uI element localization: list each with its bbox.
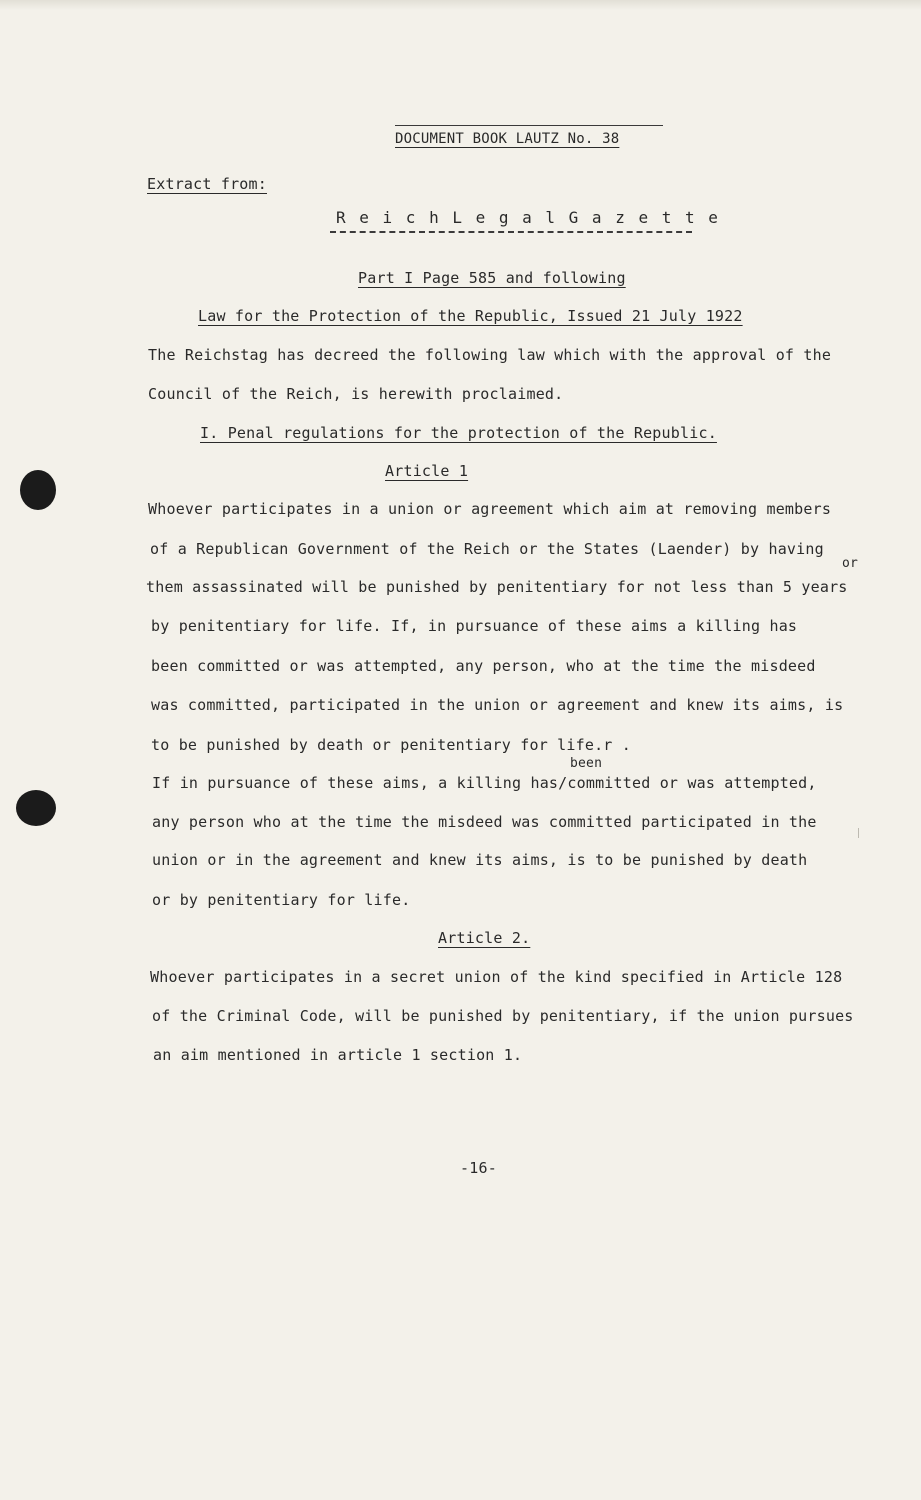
- article-1-line: been committed or was attempted, any person, who at the time the misdeed: [151, 657, 816, 675]
- gazette-title-underline: [330, 231, 692, 233]
- article-2-heading: Article 2.: [438, 929, 531, 947]
- doc-ref-overline: [395, 125, 663, 126]
- article-2-line: Whoever participates in a secret union of the kind specified in Article 128: [150, 968, 843, 986]
- section-heading: I. Penal regulations for the protection of the Republic.: [200, 424, 717, 442]
- article-1-line: by penitentiary for life. If, in pursuance of these aims a killing has: [151, 617, 798, 635]
- article-1-line: was committed, participated in the union or agreement and knew its aims, is: [151, 696, 844, 714]
- extract-label: Extract from:: [147, 175, 267, 193]
- margin-mark: [858, 828, 859, 838]
- gazette-title: R e i c h L e g a l G a z e t t e: [336, 208, 720, 227]
- law-title: Law for the Protection of the Republic, Issued 21 July 1922: [198, 307, 743, 325]
- article-1-line: of a Republican Government of the Reich or the States (Laender) by having: [150, 540, 824, 558]
- preamble-line-1: The Reichstag has decreed the following law which with the approval of the: [148, 346, 832, 364]
- article-1-heading: Article 1: [385, 462, 469, 480]
- punch-hole-bottom: [16, 790, 56, 826]
- handwritten-insert-or: or: [842, 556, 859, 571]
- article-1-line: to be punished by death or penitentiary for life.r .: [151, 736, 631, 754]
- article-1-line: or by penitentiary for life.: [152, 891, 411, 909]
- article-1-line: union or in the agreement and knew its aims, is to be punished by death: [152, 851, 808, 869]
- punch-hole-top: [20, 470, 56, 510]
- article-1-line: any person who at the time the misdeed was committed participated in the: [152, 813, 817, 831]
- part-reference: Part I Page 585 and following: [358, 269, 626, 287]
- document-reference: DOCUMENT BOOK LAUTZ No. 38: [395, 131, 620, 147]
- preamble-line-2: Council of the Reich, is herewith proclaimed.: [148, 385, 564, 403]
- article-1-line: If in pursuance of these aims, a killing has/committed or was attempted,: [152, 774, 817, 792]
- article-1-line: them assassinated will be punished by penitentiary for not less than 5 years: [146, 578, 848, 596]
- article-2-line: an aim mentioned in article 1 section 1.: [153, 1046, 523, 1064]
- handwritten-insert-been: been: [570, 756, 603, 771]
- page-edge-shadow: [0, 0, 921, 10]
- page-number: -16-: [460, 1159, 497, 1177]
- article-1-line: Whoever participates in a union or agreement which aim at removing members: [148, 500, 832, 518]
- article-2-line: of the Criminal Code, will be punished by penitentiary, if the union pursues: [152, 1007, 854, 1025]
